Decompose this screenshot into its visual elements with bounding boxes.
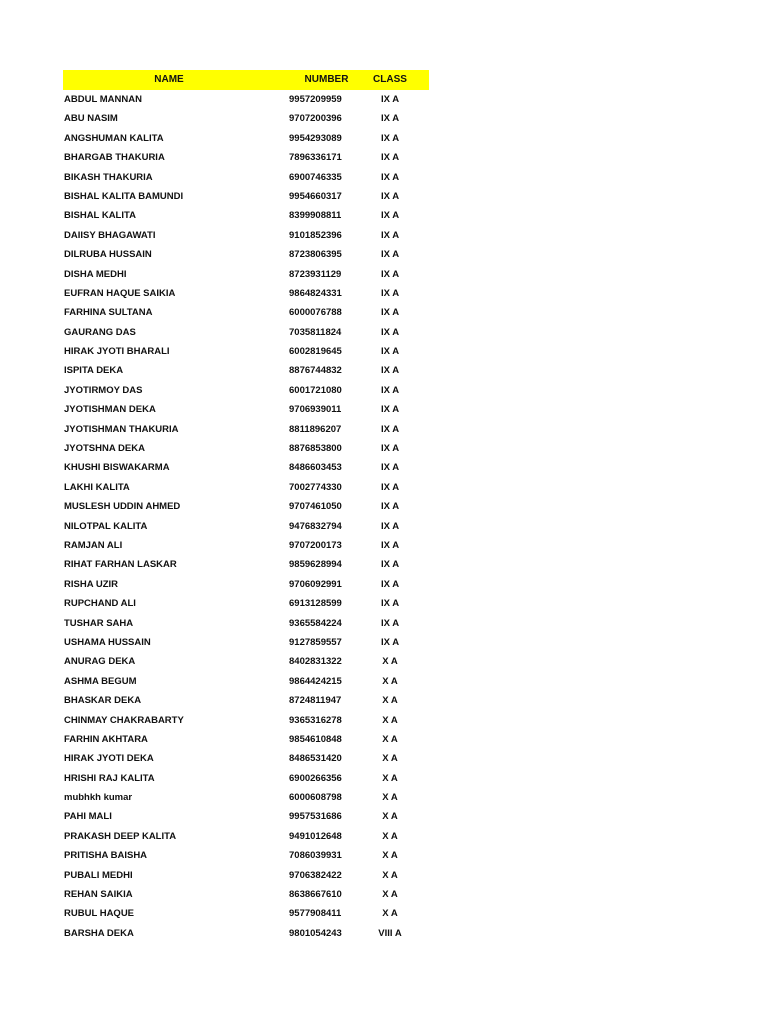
- cell-class: IX A: [380, 94, 400, 105]
- cell-name: ASHMA BEGUM: [64, 675, 137, 687]
- cell-name: JYOTISHMAN DEKA: [64, 404, 156, 416]
- cell-name: RIHAT FARHAN LASKAR: [64, 559, 177, 571]
- cell-number: 9365316278: [289, 714, 342, 726]
- cell-class: IX A: [380, 617, 400, 629]
- cell-name: USHAMA HUSSAIN: [64, 636, 151, 648]
- cell-number: 8486531420: [289, 753, 342, 765]
- cell-class: IX A: [380, 423, 400, 435]
- table-row: [63, 284, 429, 303]
- table-row: [63, 129, 429, 148]
- table-row: [63, 866, 429, 885]
- cell-number: 9491012648: [289, 830, 342, 842]
- table-row: [63, 575, 429, 594]
- table-header-row: [63, 70, 429, 90]
- cell-number: 6000076788: [289, 307, 342, 319]
- cell-number: 8638667610: [289, 889, 342, 901]
- table-row: [63, 827, 429, 846]
- cell-number: 6000608798: [289, 792, 342, 804]
- cell-name: FARHIN AKHTARA: [64, 733, 148, 745]
- table-row: [63, 885, 429, 904]
- cell-number: 6001721080: [289, 384, 342, 396]
- cell-number: 6002819645: [289, 346, 342, 358]
- cell-class: X A: [382, 869, 398, 881]
- table-row: [63, 711, 429, 730]
- cell-class: IX A: [380, 578, 400, 590]
- column-header-number: NUMBER: [304, 74, 349, 85]
- table-row: [63, 594, 429, 613]
- cell-number: 9859628994: [289, 559, 342, 571]
- cell-class: X A: [382, 753, 398, 765]
- cell-name: EUFRAN HAQUE SAIKIA: [64, 287, 176, 299]
- cell-name: PUBALI MEDHI: [64, 869, 133, 881]
- cell-number: 6900746335: [289, 171, 342, 183]
- cell-name: RUPCHAND ALI: [64, 598, 136, 610]
- cell-name: PAHI MALI: [64, 811, 112, 823]
- cell-number: 7896336171: [289, 152, 342, 164]
- cell-class: IX A: [380, 501, 400, 513]
- cell-number: 9864424215: [289, 675, 342, 687]
- cell-name: FARHINA SULTANA: [64, 307, 153, 319]
- table-row: [63, 749, 429, 768]
- cell-number: 8876744832: [289, 365, 342, 377]
- table-row: [63, 187, 429, 206]
- cell-name: BIKASH THAKURIA: [64, 171, 153, 183]
- cell-name: DILRUBA HUSSAIN: [64, 249, 152, 261]
- cell-name: REHAN SAIKIA: [64, 889, 133, 901]
- table-row: [63, 730, 429, 749]
- cell-name: PRITISHA BAISHA: [64, 850, 148, 862]
- cell-number: 8724811947: [289, 695, 342, 707]
- cell-class: IX A: [380, 384, 400, 396]
- table-row: [63, 769, 429, 788]
- cell-class: X A: [382, 772, 398, 784]
- cell-name: JYOTISHMAN THAKURIA: [64, 423, 179, 435]
- cell-class: IX A: [380, 326, 400, 338]
- column-header-class: CLASS: [373, 74, 407, 85]
- cell-name: JYOTSHNA DEKA: [64, 443, 145, 455]
- cell-name: DISHA MEDHI: [64, 268, 127, 280]
- table-row: [63, 536, 429, 555]
- cell-class: IX A: [380, 307, 400, 319]
- cell-number: 8486603453: [289, 462, 342, 474]
- cell-class: X A: [382, 908, 398, 920]
- table-row: [63, 109, 429, 128]
- cell-class: IX A: [380, 520, 400, 532]
- cell-class: IX A: [380, 404, 400, 416]
- cell-class: X A: [382, 714, 398, 726]
- cell-number: 9864824331: [289, 287, 342, 299]
- cell-name: HRISHI RAJ KALITA: [64, 772, 155, 784]
- cell-class: X A: [382, 675, 398, 687]
- table-row: [63, 148, 429, 167]
- cell-name: DAIISY BHAGAWATI: [64, 229, 156, 241]
- cell-name: ANURAG DEKA: [64, 656, 136, 668]
- cell-class: X A: [382, 733, 398, 745]
- table-row: [63, 807, 429, 826]
- table-row: [63, 439, 429, 458]
- cell-name: mubhkh kumar: [64, 792, 133, 804]
- cell-class: X A: [382, 811, 398, 823]
- cell-name: ABDUL MANNAN: [64, 94, 142, 105]
- cell-class: IX A: [380, 113, 400, 125]
- cell-name: RISHA UZIR: [64, 578, 119, 590]
- cell-name: BHASKAR DEKA: [64, 695, 142, 707]
- cell-class: IX A: [380, 229, 400, 241]
- cell-number: 8723806395: [289, 249, 342, 261]
- cell-name: CHINMAY CHAKRABARTY: [64, 714, 184, 726]
- cell-name: ISPITA DEKA: [64, 365, 124, 377]
- cell-number: 9954660317: [289, 190, 342, 202]
- cell-class: IX A: [380, 249, 400, 261]
- cell-name: GAURANG DAS: [64, 326, 136, 338]
- cell-class: IX A: [380, 559, 400, 571]
- cell-name: NILOTPAL KALITA: [64, 520, 148, 532]
- table-row: [63, 691, 429, 710]
- cell-class: IX A: [380, 287, 400, 299]
- cell-number: 9957209959: [289, 94, 342, 105]
- cell-name: RAMJAN ALI: [64, 539, 123, 551]
- table-row: [63, 323, 429, 342]
- cell-name: RUBUL HAQUE: [64, 908, 135, 920]
- cell-number: 7002774330: [289, 481, 342, 493]
- cell-number: 9801054243: [289, 927, 342, 939]
- cell-class: IX A: [380, 365, 400, 377]
- cell-class: IX A: [380, 268, 400, 280]
- table-row: [63, 206, 429, 225]
- cell-class: X A: [382, 830, 398, 842]
- cell-number: 8876853800: [289, 443, 342, 455]
- table-row: [63, 420, 429, 439]
- cell-number: 7035811824: [289, 326, 342, 338]
- cell-name: JYOTIRMOY DAS: [64, 384, 143, 396]
- cell-class: X A: [382, 656, 398, 668]
- cell-class: IX A: [380, 598, 400, 610]
- cell-number: 9854610848: [289, 733, 342, 745]
- column-header-name: NAME: [154, 74, 184, 85]
- cell-number: 9101852396: [289, 229, 342, 241]
- cell-number: 8399908811: [289, 210, 342, 222]
- table-row: [63, 361, 429, 380]
- cell-name: MUSLESH UDDIN AHMED: [64, 501, 181, 513]
- cell-number: 6900266356: [289, 772, 342, 784]
- cell-number: 9365584224: [289, 617, 342, 629]
- table-body: [63, 90, 429, 943]
- cell-class: IX A: [380, 132, 400, 144]
- cell-name: BHARGAB THAKURIA: [64, 152, 165, 164]
- cell-class: IX A: [380, 346, 400, 358]
- cell-class: IX A: [380, 443, 400, 455]
- cell-class: X A: [382, 695, 398, 707]
- cell-name: LAKHI KALITA: [64, 481, 130, 493]
- table-row: [63, 381, 429, 400]
- cell-number: 7086039931: [289, 850, 342, 862]
- cell-number: 9707461050: [289, 501, 342, 513]
- cell-number: 9707200396: [289, 113, 342, 125]
- table-row: [63, 652, 429, 671]
- cell-name: TUSHAR SAHA: [64, 617, 134, 629]
- table-row: [63, 555, 429, 574]
- table-row: [63, 633, 429, 652]
- cell-number: 8402831322: [289, 656, 342, 668]
- cell-name: ABU NASIM: [64, 113, 118, 125]
- cell-name: PRAKASH DEEP KALITA: [64, 830, 177, 842]
- table-row: [63, 846, 429, 865]
- table-row: [63, 672, 429, 691]
- cell-number: 9577908411: [289, 908, 342, 920]
- table-row: [63, 497, 429, 516]
- table-row: [63, 788, 429, 807]
- cell-class: IX A: [380, 210, 400, 222]
- cell-name: HIRAK JYOTI DEKA: [64, 753, 154, 765]
- cell-class: IX A: [380, 636, 400, 648]
- table-row: [63, 303, 429, 322]
- cell-name: BISHAL KALITA BAMUNDI: [64, 190, 184, 202]
- cell-number: 9707200173: [289, 539, 342, 551]
- table-row: [63, 245, 429, 264]
- cell-class: IX A: [380, 462, 400, 474]
- table-row: [63, 90, 429, 109]
- table-row: [63, 614, 429, 633]
- cell-class: IX A: [380, 171, 400, 183]
- cell-number: 9706939011: [289, 404, 342, 416]
- table-row: [63, 517, 429, 536]
- cell-class: VIII A: [378, 927, 402, 939]
- cell-class: X A: [382, 850, 398, 862]
- cell-name: ANGSHUMAN KALITA: [64, 132, 164, 144]
- table-row: [63, 400, 429, 419]
- cell-name: HIRAK JYOTI BHARALI: [64, 346, 170, 358]
- cell-number: 9476832794: [289, 520, 342, 532]
- table-row: [63, 904, 429, 923]
- cell-number: 9706092991: [289, 578, 342, 590]
- cell-number: 8811896207: [289, 423, 342, 435]
- cell-class: IX A: [380, 481, 400, 493]
- table-row: [63, 924, 429, 943]
- cell-class: X A: [382, 792, 398, 804]
- cell-number: 6913128599: [289, 598, 342, 610]
- table-row: [63, 458, 429, 477]
- cell-name: KHUSHI BISWAKARMA: [64, 462, 170, 474]
- cell-number: 8723931129: [289, 268, 342, 280]
- cell-class: IX A: [380, 152, 400, 164]
- cell-name: BISHAL KALITA: [64, 210, 136, 222]
- cell-class: IX A: [380, 539, 400, 551]
- cell-number: 9127859557: [289, 636, 342, 648]
- cell-number: 9954293089: [289, 132, 342, 144]
- cell-name: BARSHA DEKA: [64, 927, 134, 939]
- cell-number: 9957531686: [289, 811, 342, 823]
- student-contact-table: [63, 70, 429, 943]
- cell-number: 9706382422: [289, 869, 342, 881]
- table-row: [63, 342, 429, 361]
- table-row: [63, 478, 429, 497]
- cell-class: X A: [382, 889, 398, 901]
- table-row: [63, 265, 429, 284]
- table-row: [63, 168, 429, 187]
- table-row: [63, 226, 429, 245]
- cell-class: IX A: [380, 190, 400, 202]
